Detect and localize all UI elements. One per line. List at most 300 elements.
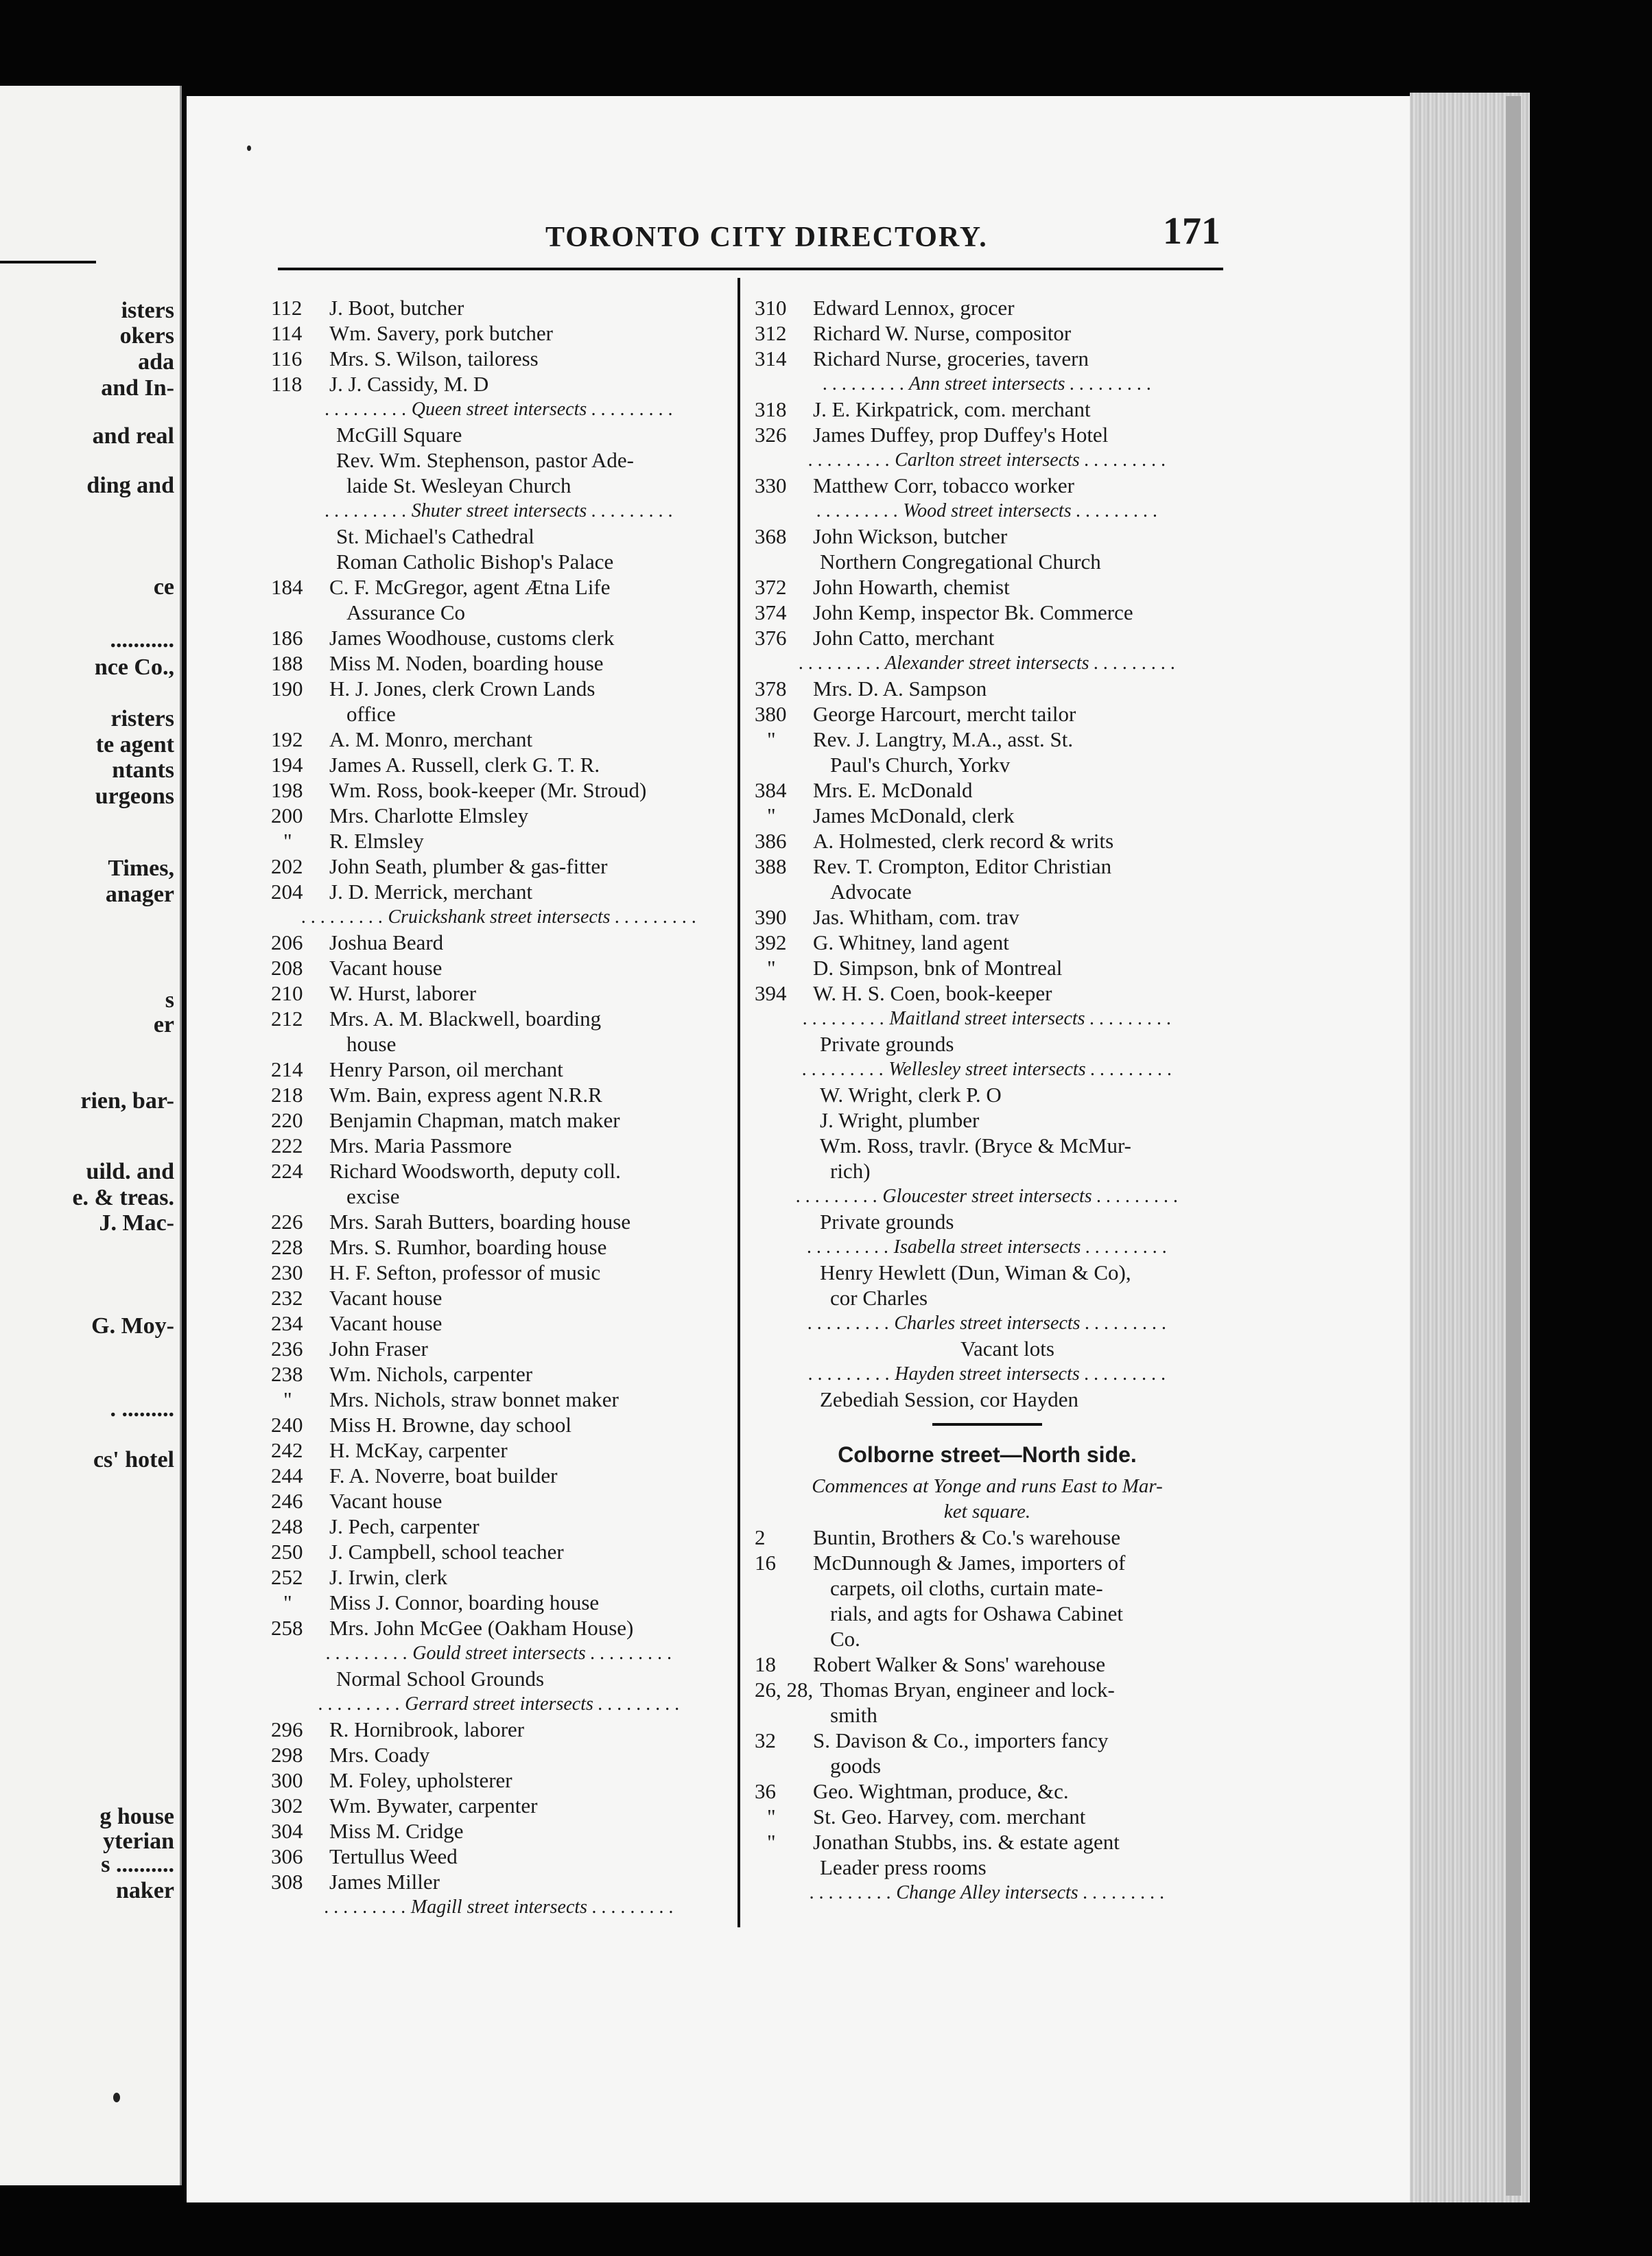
facing-page-fragment-text: s (165, 987, 174, 1013)
cross-street-line (755, 1006, 1220, 1031)
resident-name: John Wickson, butcher (813, 524, 1008, 548)
directory-entry (755, 1652, 1220, 1677)
house-number: 240 (271, 1413, 303, 1437)
house-number: 390 (755, 905, 787, 929)
house-number: 200 (271, 803, 303, 827)
unnumbered-entry: Normal School Grounds (336, 1667, 545, 1691)
leader-dots: . . . . . . . . . (1079, 449, 1166, 471)
house-number: 194 (271, 753, 303, 777)
resident-name: J. D. Merrick, merchant (329, 880, 533, 904)
house-number: 232 (271, 1286, 303, 1310)
facing-page-fragment-text: ada (138, 349, 174, 375)
leader-dots: . . . . . . . . . (807, 1313, 895, 1334)
resident-name: James Duffey, prop Duffey's Hotel (813, 423, 1109, 447)
leader-dots: . . . . . . . . . (810, 1882, 897, 1903)
resident-name: Miss J. Connor, boarding house (329, 1590, 600, 1614)
cross-street-line (755, 447, 1220, 473)
directory-entry (271, 650, 727, 676)
resident-name: A. M. Monro, merchant (329, 727, 533, 751)
directory-entry (271, 371, 727, 397)
resident-name: McDunnough & James, importers of (813, 1551, 1126, 1575)
directory-entry (271, 777, 727, 803)
cross-street-label: Maitland street intersects (889, 1008, 1085, 1029)
house-number: 318 (755, 397, 787, 421)
directory-entry (271, 295, 727, 320)
directory-entry (755, 397, 1220, 422)
directory-entry (271, 1285, 727, 1311)
facing-page-fragment-text: e. & treas. (72, 1185, 174, 1210)
running-head: TORONTO CITY DIRECTORY. (545, 222, 988, 253)
house-number: 222 (271, 1133, 303, 1158)
resident-name: J. Irwin, clerk (329, 1565, 448, 1589)
facing-page-fragment-text: . ......... (110, 1396, 174, 1422)
resident-name: Geo. Wightman, produce, &c. (813, 1779, 1069, 1803)
facing-page-fragment-text: ntants (112, 757, 174, 783)
resident-name: Richard Nurse, groceries, tavern (813, 346, 1089, 371)
entry-continuation: Co. (830, 1627, 860, 1651)
directory-entry (271, 346, 727, 371)
resident-name: James Woodhouse, customs clerk (329, 626, 615, 650)
house-number: 330 (755, 473, 787, 497)
house-number: 238 (271, 1362, 303, 1386)
cross-street-line (271, 1691, 727, 1717)
directory-entry (755, 1728, 1220, 1753)
house-number: 226 (271, 1210, 303, 1234)
resident-name: George Harcourt, mercht tailor (813, 702, 1076, 726)
ditto-mark: " (767, 727, 776, 751)
directory-entry (755, 980, 1220, 1006)
directory-entry (755, 701, 1220, 727)
cross-street-label: Carlton street intersects (895, 449, 1080, 471)
house-number: 312 (755, 321, 787, 345)
unnumbered-entry: Private grounds (820, 1032, 954, 1056)
directory-entry (755, 1829, 1220, 1855)
cross-street-label: Queen street intersects (411, 399, 587, 420)
resident-name: Rev. J. Langtry, M.A., asst. St. (813, 727, 1074, 751)
house-number: 296 (271, 1717, 303, 1741)
directory-entry (271, 930, 727, 955)
directory-entry (271, 727, 727, 752)
house-number: 190 (271, 677, 303, 701)
directory-entry (271, 1006, 727, 1031)
house-number: 16 (755, 1551, 776, 1575)
unnumbered-entry: J. Wright, plumber (820, 1108, 980, 1132)
facing-page-fragment-text: cs' hotel (93, 1447, 174, 1472)
resident-name: Mrs. Maria Passmore (329, 1133, 512, 1158)
directory-entry (755, 1525, 1220, 1550)
leader-dots: . . . . . . . . . (799, 653, 885, 674)
leader-dots: . . . . . . . . . (326, 1643, 413, 1664)
directory-entry (755, 600, 1220, 625)
house-number: 372 (755, 575, 787, 599)
resident-name: Mrs. Nichols, straw bonnet maker (329, 1387, 619, 1411)
directory-entry (271, 955, 727, 980)
directory-entry (271, 676, 727, 701)
facing-page-fragment (0, 86, 182, 2185)
resident-name: C. F. McGregor, agent Ætna Life (329, 575, 611, 599)
cross-street-line (755, 498, 1220, 524)
directory-entry (755, 625, 1220, 650)
resident-name: Mrs. Charlotte Elmsley (329, 803, 529, 827)
resident-name: R. Hornibrook, laborer (329, 1717, 525, 1741)
resident-name: Wm. Nichols, carpenter (329, 1362, 533, 1386)
facing-page-fragment-text: er (153, 1012, 174, 1037)
facing-page-fragment-text: naker (116, 1878, 174, 1903)
leader-dots: . . . . . . . . . (1081, 1236, 1168, 1258)
resident-name: Vacant house (329, 1311, 442, 1335)
leader-dots: . . . . . . . . . (1089, 653, 1176, 674)
house-number: 198 (271, 778, 303, 802)
cross-street-label: Change Alley intersects (896, 1882, 1078, 1903)
ditto-mark: " (283, 829, 292, 853)
print-speck (113, 2093, 120, 2102)
directory-entry (271, 1818, 727, 1844)
ditto-mark: " (767, 956, 776, 980)
unnumbered-entry: Rev. Wm. Stephenson, pastor Ade- (336, 448, 634, 472)
entry-continuation: laide St. Wesleyan Church (346, 473, 571, 497)
directory-entry (271, 1158, 727, 1184)
leader-dots: . . . . . . . . . (796, 1186, 883, 1207)
cross-street-label: Hayden street intersects (895, 1363, 1080, 1385)
directory-entry (755, 574, 1220, 600)
leader-dots: . . . . . . . . . (1080, 1313, 1167, 1334)
entry-continuation: rials, and agts for Oshawa Cabinet (830, 1601, 1123, 1625)
facing-page-fragment-text: J. Mac- (99, 1210, 174, 1236)
resident-name: G. Whitney, land agent (813, 930, 1009, 954)
leader-dots: . . . . . . . . . (593, 1693, 680, 1715)
house-number: 214 (271, 1057, 303, 1081)
resident-name: M. Foley, upholsterer (329, 1768, 512, 1792)
facing-page-fragment-text: ce (153, 574, 174, 600)
resident-name: Vacant house (329, 1489, 442, 1513)
cross-street-line (271, 1894, 727, 1920)
unnumbered-entry: Zebediah Session, cor Hayden (820, 1387, 1079, 1411)
cross-street-label: Magill street intersects (410, 1896, 588, 1918)
facing-page-fragment-text: nce Co., (94, 655, 174, 680)
directory-entry (755, 904, 1220, 930)
facing-page-fragment-text: g house (99, 1804, 174, 1829)
house-number: 304 (271, 1819, 303, 1843)
directory-entry (271, 1514, 727, 1539)
unnumbered-entry: Roman Catholic Bishop's Palace (336, 550, 614, 574)
leader-dots: . . . . . . . . . (587, 1896, 674, 1918)
resident-name: Jonathan Stubbs, ins. & estate agent (813, 1830, 1120, 1854)
cross-street-label: Gould street intersects (412, 1643, 586, 1664)
entry-continuation: smith (830, 1703, 877, 1727)
house-number: 378 (755, 677, 787, 701)
resident-name: S. Davison & Co., importers fancy (813, 1728, 1109, 1752)
leader-dots: . . . . . . . . . (807, 1236, 894, 1258)
facing-page-fragment-text: uild. and (86, 1159, 174, 1184)
directory-entry (755, 854, 1220, 879)
leader-dots: . . . . . . . . . (587, 500, 674, 521)
entry-continuation: rich) (830, 1159, 871, 1183)
house-number: 206 (271, 930, 303, 954)
resident-name: Tertullus Weed (329, 1844, 458, 1868)
leader-dots: . . . . . . . . . (1085, 1059, 1172, 1080)
facing-page-fragment-text: Times, (108, 856, 174, 881)
directory-entry (271, 980, 727, 1006)
directory-entry (755, 955, 1220, 980)
resident-name: F. A. Noverre, boat builder (329, 1464, 558, 1488)
directory-entry (271, 752, 727, 777)
directory-entry (271, 1590, 727, 1615)
resident-name: John Kemp, inspector Bk. Commerce (813, 600, 1133, 624)
cross-street-label: Isabella street intersects (893, 1236, 1081, 1258)
resident-name: A. Holmested, clerk record & writs (813, 829, 1114, 853)
house-number: 204 (271, 880, 303, 904)
unnumbered-entry: St. Michael's Cathedral (336, 524, 534, 548)
resident-name: J. Boot, butcher (329, 296, 464, 320)
resident-name: Benjamin Chapman, match maker (329, 1108, 620, 1132)
directory-entry (271, 320, 727, 346)
leader-dots: . . . . . . . . . (1092, 1186, 1179, 1207)
house-number: 218 (271, 1083, 303, 1107)
house-number: 212 (271, 1007, 303, 1031)
directory-entry (755, 320, 1220, 346)
cross-street-label: Alexander street intersects (884, 653, 1089, 674)
resident-name: W. Hurst, laborer (329, 981, 477, 1005)
resident-name: H. F. Sefton, professor of music (329, 1260, 601, 1284)
house-number: 376 (755, 626, 787, 650)
cross-street-line (755, 1184, 1220, 1209)
ditto-mark: " (283, 1387, 292, 1411)
house-number: 188 (271, 651, 303, 675)
directory-entry (755, 828, 1220, 854)
resident-name: Mrs. John McGee (Oakham House) (329, 1616, 634, 1640)
directory-entry (271, 1767, 727, 1793)
facing-page-fragment-text: yterian (103, 1829, 174, 1854)
directory-entry (271, 1615, 727, 1641)
leader-dots: . . . . . . . . . (318, 1693, 405, 1715)
resident-name: Mrs. D. A. Sampson (813, 677, 987, 701)
directory-entry (271, 1463, 727, 1488)
directory-entry (271, 1793, 727, 1818)
entry-continuation: house (346, 1032, 397, 1056)
house-number: 314 (755, 346, 787, 371)
ditto-mark: " (767, 803, 776, 827)
cross-street-line (755, 371, 1220, 397)
facing-page-fragment-text: ding and (86, 473, 174, 498)
page-number: 171 (1163, 210, 1220, 252)
house-number: 224 (271, 1159, 303, 1183)
cross-street-label: Gloucester street intersects (882, 1186, 1092, 1207)
house-number: 236 (271, 1337, 303, 1361)
resident-name: Mrs. E. McDonald (813, 778, 973, 802)
ditto-mark: " (767, 1805, 776, 1829)
directory-entry (271, 1336, 727, 1361)
resident-name: Rev. T. Crompton, Editor Christian (813, 854, 1112, 878)
house-number: 250 (271, 1540, 303, 1564)
cross-street-line (271, 498, 727, 524)
directory-entry (271, 574, 727, 600)
resident-name: Wm. Ross, book-keeper (Mr. Stroud) (329, 778, 647, 802)
directory-entry (271, 1742, 727, 1767)
leader-dots: . . . . . . . . . (816, 500, 904, 521)
house-number: 210 (271, 981, 303, 1005)
facing-page-fragment-text: okers (119, 323, 174, 349)
leader-dots: . . . . . . . . . (1065, 373, 1152, 395)
house-number: 306 (271, 1844, 303, 1868)
resident-name: Joshua Beard (329, 930, 444, 954)
unnumbered-entry: Wm. Ross, travlr. (Bryce & McMur- (820, 1133, 1131, 1158)
directory-entry (271, 1844, 727, 1869)
house-number: 302 (271, 1794, 303, 1818)
house-number: 18 (755, 1652, 776, 1676)
resident-name: H. J. Jones, clerk Crown Lands (329, 677, 595, 701)
resident-name: Mrs. Sarah Butters, boarding house (329, 1210, 631, 1234)
house-number: 36 (755, 1779, 776, 1803)
directory-entry (271, 1717, 727, 1742)
resident-name: Mrs. S. Rumhor, boarding house (329, 1235, 607, 1259)
entry-continuation: carpets, oil cloths, curtain mate- (830, 1576, 1103, 1600)
house-number: 388 (755, 854, 787, 878)
entry-continuation: Assurance Co (346, 600, 466, 624)
cross-street-label: Shuter street intersects (411, 500, 587, 521)
resident-name: John Seath, plumber & gas-fitter (329, 854, 608, 878)
directory-entry (271, 1437, 727, 1463)
directory-entry (755, 727, 1220, 752)
house-number: 26, 28, (755, 1678, 814, 1702)
facing-page-fragment-text: ........... (110, 627, 174, 653)
right-column (755, 295, 1220, 1905)
directory-entry (755, 295, 1220, 320)
entry-continuation: goods (830, 1754, 882, 1778)
directory-entry (271, 1361, 727, 1387)
resident-name: John Fraser (329, 1337, 428, 1361)
leader-dots: . . . . . . . . . (1079, 1363, 1166, 1385)
house-number: 116 (271, 346, 303, 371)
house-number: 114 (271, 321, 303, 345)
print-speck (247, 145, 251, 151)
house-number: 368 (755, 524, 787, 548)
house-number: 118 (271, 372, 303, 396)
directory-entry (271, 1209, 727, 1234)
directory-entry (271, 854, 727, 879)
resident-name: James McDonald, clerk (813, 803, 1015, 827)
leader-dots: . . . . . . . . . (808, 1363, 895, 1385)
ditto-mark: " (767, 1830, 776, 1854)
resident-name: Buntin, Brothers & Co.'s warehouse (813, 1525, 1121, 1549)
resident-name: James A. Russell, clerk G. T. R. (329, 753, 600, 777)
house-number: 208 (271, 956, 303, 980)
leader-dots: . . . . . . . . . (1078, 1882, 1165, 1903)
ditto-mark: " (283, 1590, 292, 1614)
section-rule (932, 1423, 1042, 1426)
resident-name: Jas. Whitham, com. trav (813, 905, 1019, 929)
resident-name: John Howarth, chemist (813, 575, 1010, 599)
facing-page-fragment-text: anager (105, 882, 174, 907)
directory-entry (271, 1387, 727, 1412)
unnumbered-entry: Vacant lots (960, 1337, 1054, 1361)
resident-name: Wm. Bywater, carpenter (329, 1794, 538, 1818)
unnumbered-entry: Leader press rooms (820, 1855, 987, 1879)
leader-dots: . . . . . . . . . (610, 906, 697, 928)
leader-dots: . . . . . . . . . (823, 373, 909, 395)
house-number: 308 (271, 1870, 303, 1894)
entry-continuation: Paul's Church, Yorkv (830, 753, 1011, 777)
entry-continuation: cor Charles (830, 1286, 928, 1310)
resident-name: Henry Parson, oil merchant (329, 1057, 563, 1081)
directory-entry (271, 1133, 727, 1158)
directory-entry (755, 346, 1220, 371)
entry-continuation: excise (346, 1184, 400, 1208)
resident-name: R. Elmsley (329, 829, 424, 853)
directory-entry (271, 1082, 727, 1107)
house-number: 234 (271, 1311, 303, 1335)
cross-street-label: Wood street intersects (903, 500, 1072, 521)
leader-dots: . . . . . . . . . (324, 1896, 411, 1918)
resident-name: Thomas Bryan, engineer and lock- (820, 1678, 1115, 1702)
resident-name: Robert Walker & Sons' warehouse (813, 1652, 1106, 1676)
leader-dots: . . . . . . . . . (1071, 500, 1158, 521)
resident-name: Miss M. Cridge (329, 1819, 464, 1843)
unnumbered-entry: Henry Hewlett (Dun, Wiman & Co), (820, 1260, 1131, 1284)
directory-entry (755, 1778, 1220, 1804)
resident-name: J. Campbell, school teacher (329, 1540, 564, 1564)
resident-name: Wm. Bain, express agent N.R.R (329, 1083, 602, 1107)
resident-name: J. Pech, carpenter (329, 1514, 480, 1538)
resident-name: Miss M. Noden, boarding house (329, 651, 604, 675)
resident-name: Vacant house (329, 1286, 442, 1310)
resident-name: James Miller (329, 1870, 440, 1894)
facing-page-fragment-text: isters (121, 298, 174, 323)
cross-street-label: Charles street intersects (894, 1313, 1081, 1334)
directory-entry (271, 1260, 727, 1285)
facing-page-fragment-text: and In- (101, 375, 174, 401)
cross-street-line (755, 1234, 1220, 1260)
unnumbered-entry: McGill Square (336, 423, 462, 447)
house-number: 112 (271, 296, 303, 320)
directory-entry (271, 1539, 727, 1564)
facing-page-fragment-text: rien, bar- (80, 1088, 174, 1114)
facing-page-fragment-text: te agent (95, 732, 174, 757)
house-number: 228 (271, 1235, 303, 1259)
cross-street-line (271, 397, 727, 422)
leader-dots: . . . . . . . . . (585, 1643, 672, 1664)
book-cover-edge (1506, 96, 1521, 2196)
resident-name: St. Geo. Harvey, com. merchant (813, 1805, 1086, 1829)
resident-name: J. J. Cassidy, M. D (329, 372, 489, 396)
resident-name: John Catto, merchant (813, 626, 995, 650)
house-number: 392 (755, 930, 787, 954)
resident-name: Richard Woodsworth, deputy coll. (329, 1159, 621, 1183)
resident-name: Miss H. Browne, day school (329, 1413, 572, 1437)
house-number: 386 (755, 829, 787, 853)
directory-entry (755, 1677, 1220, 1702)
street-section-description: ket square. (943, 1501, 1031, 1523)
cross-street-line (271, 904, 727, 930)
facing-page-fragment-text: and real (92, 423, 174, 449)
house-number: 230 (271, 1260, 303, 1284)
directory-entry (271, 1564, 727, 1590)
cross-street-line (271, 1641, 727, 1666)
cross-street-label: Wellesley street intersects (888, 1059, 1086, 1080)
leader-dots: . . . . . . . . . (808, 449, 895, 471)
resident-name: Vacant house (329, 956, 442, 980)
house-number: 326 (755, 423, 787, 447)
facing-page-header-rule (0, 261, 96, 263)
directory-entry (755, 422, 1220, 447)
house-number: 192 (271, 727, 303, 751)
cross-street-label: Cruickshank street intersects (388, 906, 611, 928)
house-number: 242 (271, 1438, 303, 1462)
house-number: 374 (755, 600, 787, 624)
house-number: 220 (271, 1108, 303, 1132)
house-number: 248 (271, 1514, 303, 1538)
cross-street-line (755, 1361, 1220, 1387)
resident-name: J. E. Kirkpatrick, com. merchant (813, 397, 1091, 421)
